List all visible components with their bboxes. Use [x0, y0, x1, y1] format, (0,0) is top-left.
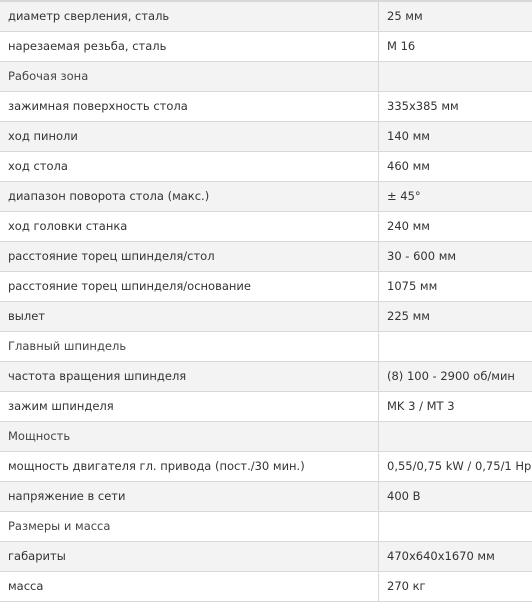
table-row [0, 572, 532, 602]
row-label: диапазон поворота стола (макс.) [0, 182, 379, 212]
section-title: Мощность [0, 422, 379, 452]
section-header-row [0, 512, 532, 542]
row-value: 400 В [379, 482, 532, 512]
table-row [0, 152, 532, 182]
row-value: 25 мм [379, 2, 532, 32]
row-value: 460 мм [379, 152, 532, 182]
table-row [0, 302, 532, 332]
row-label: расстояние торец шпинделя/стол [0, 242, 379, 272]
row-value: 240 мм [379, 212, 532, 242]
section-header-row [0, 332, 532, 362]
row-value: ± 45° [379, 182, 532, 212]
table-row [0, 242, 532, 272]
table-row [0, 182, 532, 212]
row-value [379, 62, 532, 92]
row-label: габариты [0, 542, 379, 572]
section-title: Главный шпиндель [0, 332, 379, 362]
row-label: ход пиноли [0, 122, 379, 152]
spec-table [0, 2, 532, 602]
section-title: Рабочая зона [0, 62, 379, 92]
row-label: напряжение в сети [0, 482, 379, 512]
row-value: 30 - 600 мм [379, 242, 532, 272]
row-label: вылет [0, 302, 379, 332]
row-value: 0,55/0,75 kW / 0,75/1 Hp [379, 452, 532, 482]
row-label: частота вращения шпинделя [0, 362, 379, 392]
row-label: масса [0, 572, 379, 602]
table-row [0, 482, 532, 512]
row-value: 225 мм [379, 302, 532, 332]
row-value: (8) 100 - 2900 об/мин [379, 362, 532, 392]
table-row [0, 92, 532, 122]
table-row [0, 272, 532, 302]
row-value: 335x385 мм [379, 92, 532, 122]
row-value [379, 332, 532, 362]
table-row [0, 122, 532, 152]
table-row [0, 32, 532, 62]
row-value [379, 422, 532, 452]
row-value: 270 кг [379, 572, 532, 602]
row-value [379, 512, 532, 542]
row-label: ход стола [0, 152, 379, 182]
row-label: зажим шпинделя [0, 392, 379, 422]
row-value: 470x640x1670 мм [379, 542, 532, 572]
table-row [0, 212, 532, 242]
row-value: 1075 мм [379, 272, 532, 302]
row-label: нарезаемая резьба, сталь [0, 32, 379, 62]
row-label: ход головки станка [0, 212, 379, 242]
table-row [0, 542, 532, 572]
row-value: MK 3 / MT 3 [379, 392, 532, 422]
row-value: M 16 [379, 32, 532, 62]
row-label: зажимная поверхность стола [0, 92, 379, 122]
row-label: расстояние торец шпинделя/основание [0, 272, 379, 302]
row-value: 140 мм [379, 122, 532, 152]
table-row [0, 452, 532, 482]
section-header-row [0, 62, 532, 92]
section-header-row [0, 422, 532, 452]
table-row [0, 362, 532, 392]
row-label: мощность двигателя гл. привода (пост./30 мин.) [0, 452, 379, 482]
section-title: Размеры и масса [0, 512, 379, 542]
row-label: диаметр сверления, сталь [0, 2, 379, 32]
table-row [0, 2, 532, 32]
table-row [0, 392, 532, 422]
